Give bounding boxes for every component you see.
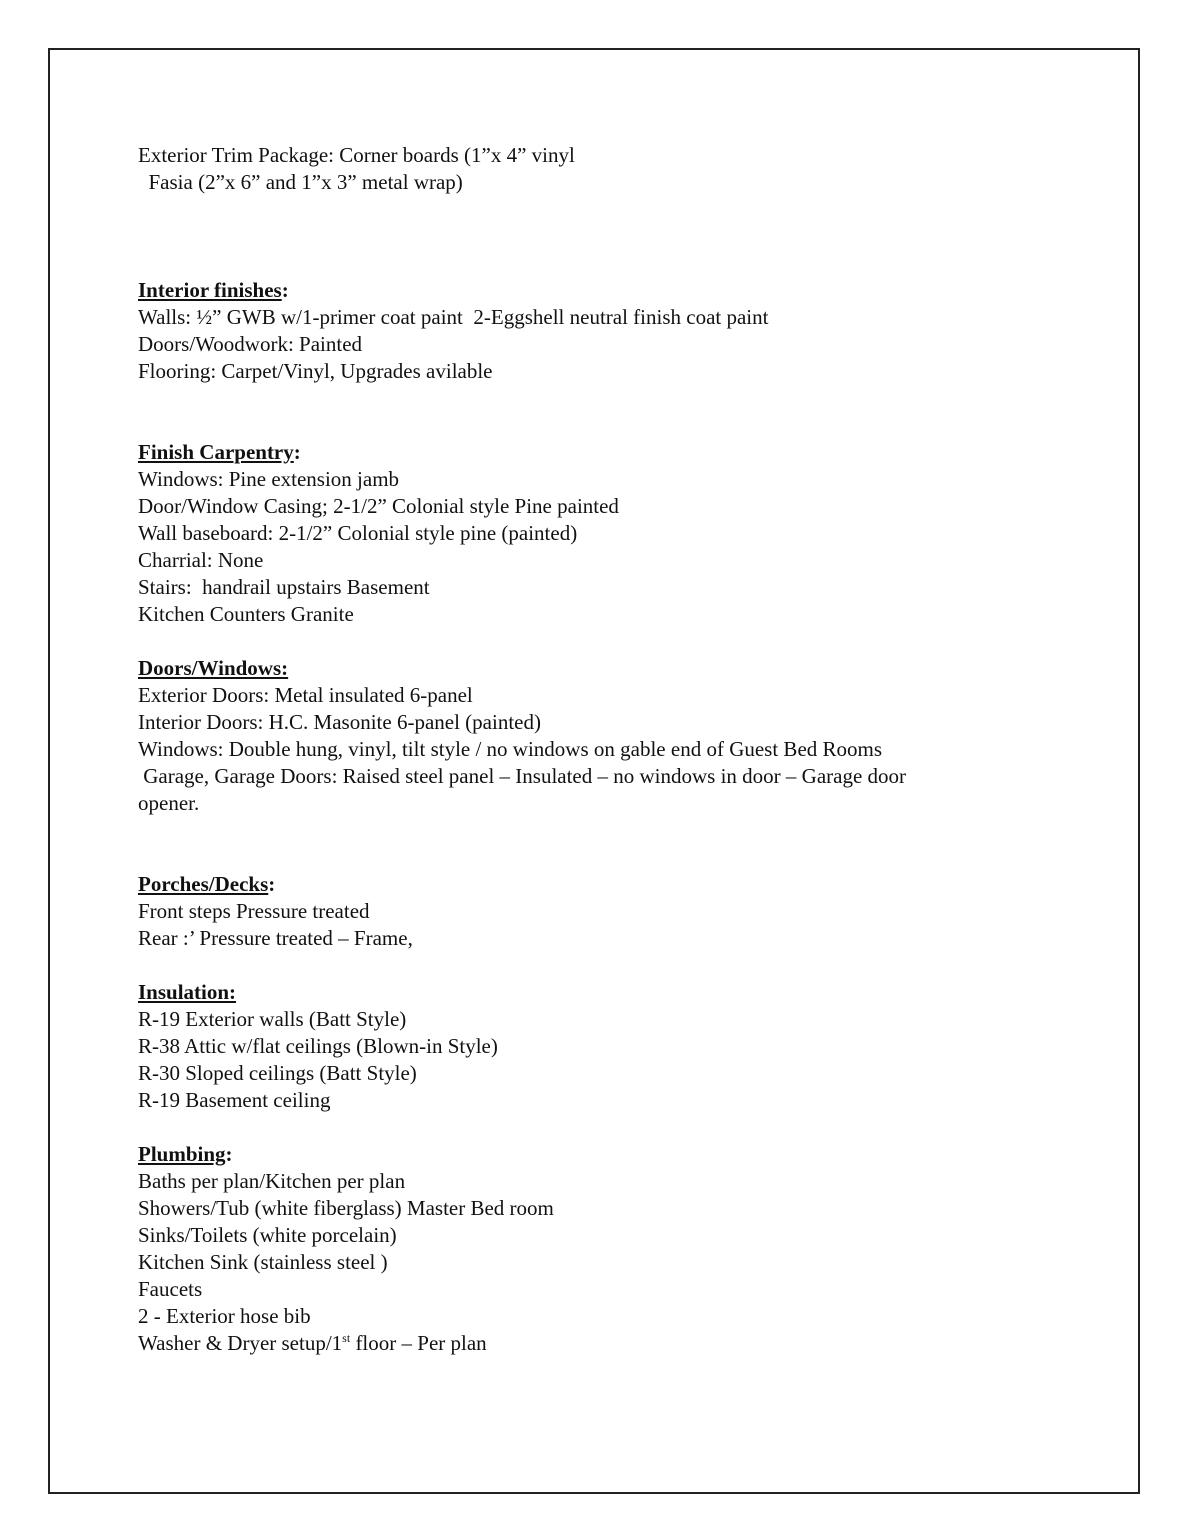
list-item: Showers/Tub (white fiberglass) Master Bed room bbox=[138, 1196, 554, 1220]
insulation-heading: Insulation: bbox=[138, 980, 237, 1004]
interior-finishes-heading: Interior finishes: bbox=[138, 278, 289, 302]
list-item: Charrial: None bbox=[138, 548, 264, 572]
finish-carpentry-heading: Finish Carpentry: bbox=[138, 440, 301, 464]
list-item: Garage, Garage Doors: Raised steel panel – Insulated – no windows in door – Garage door bbox=[138, 764, 907, 788]
list-item: Kitchen Counters Granite bbox=[138, 602, 354, 626]
doors-windows-heading: Doors/Windows: bbox=[138, 656, 289, 680]
list-item: R-38 Attic w/flat ceilings (Blown-in Style) bbox=[138, 1034, 498, 1058]
list-item: Rear :’ Pressure treated – Frame, bbox=[138, 926, 413, 950]
list-item: Stairs: handrail upstairs Basement bbox=[138, 575, 430, 599]
finish-carpentry-section bbox=[138, 439, 1058, 628]
plumbing-section bbox=[138, 1141, 1058, 1357]
list-item: Kitchen Sink (stainless steel ) bbox=[138, 1250, 388, 1274]
list-item: 2 - Exterior hose bib bbox=[138, 1304, 311, 1328]
doors-windows-section bbox=[138, 655, 1058, 817]
exterior-trim-line-2: Fasia (2”x 6” and 1”x 3” metal wrap) bbox=[138, 170, 463, 194]
list-item: Door/Window Casing; 2-1/2” Colonial style Pine painted bbox=[138, 494, 619, 518]
list-item: Exterior Doors: Metal insulated 6-panel bbox=[138, 683, 473, 707]
insulation-section bbox=[138, 979, 1058, 1114]
list-item: Interior Doors: H.C. Masonite 6-panel (painted) bbox=[138, 710, 541, 734]
list-item: Sinks/Toilets (white porcelain) bbox=[138, 1223, 397, 1247]
list-item: R-19 Exterior walls (Batt Style) bbox=[138, 1007, 407, 1031]
list-item: Front steps Pressure treated bbox=[138, 899, 370, 923]
document-body bbox=[138, 142, 1058, 1357]
list-item-washer-dryer: Washer & Dryer setup/1st floor – Per plan bbox=[138, 1331, 487, 1355]
list-item: Faucets bbox=[138, 1277, 203, 1301]
interior-finishes-section bbox=[138, 277, 1058, 385]
list-item: Flooring: Carpet/Vinyl, Upgrades avilable bbox=[138, 359, 493, 383]
list-item: Doors/Woodwork: Painted bbox=[138, 332, 363, 356]
porches-decks-heading: Porches/Decks: bbox=[138, 872, 276, 896]
list-item: Baths per plan/Kitchen per plan bbox=[138, 1169, 406, 1193]
list-item: R-30 Sloped ceilings (Batt Style) bbox=[138, 1061, 417, 1085]
porches-decks-section bbox=[138, 871, 1058, 952]
plumbing-heading: Plumbing: bbox=[138, 1142, 233, 1166]
list-item: R-19 Basement ceiling bbox=[138, 1088, 331, 1112]
list-item: opener. bbox=[138, 791, 200, 815]
list-item: Walls: ½” GWB w/1-primer coat paint 2-Eggshell neutral finish coat paint bbox=[138, 305, 769, 329]
list-item: Wall baseboard: 2-1/2” Colonial style pine (painted) bbox=[138, 521, 578, 545]
exterior-trim-section bbox=[138, 142, 1058, 196]
list-item: Windows: Double hung, vinyl, tilt style / no windows on gable end of Guest Bed Rooms bbox=[138, 737, 883, 761]
exterior-trim-line-1: Exterior Trim Package: Corner boards (1”x 4” vinyl bbox=[138, 143, 575, 167]
list-item: Windows: Pine extension jamb bbox=[138, 467, 400, 491]
